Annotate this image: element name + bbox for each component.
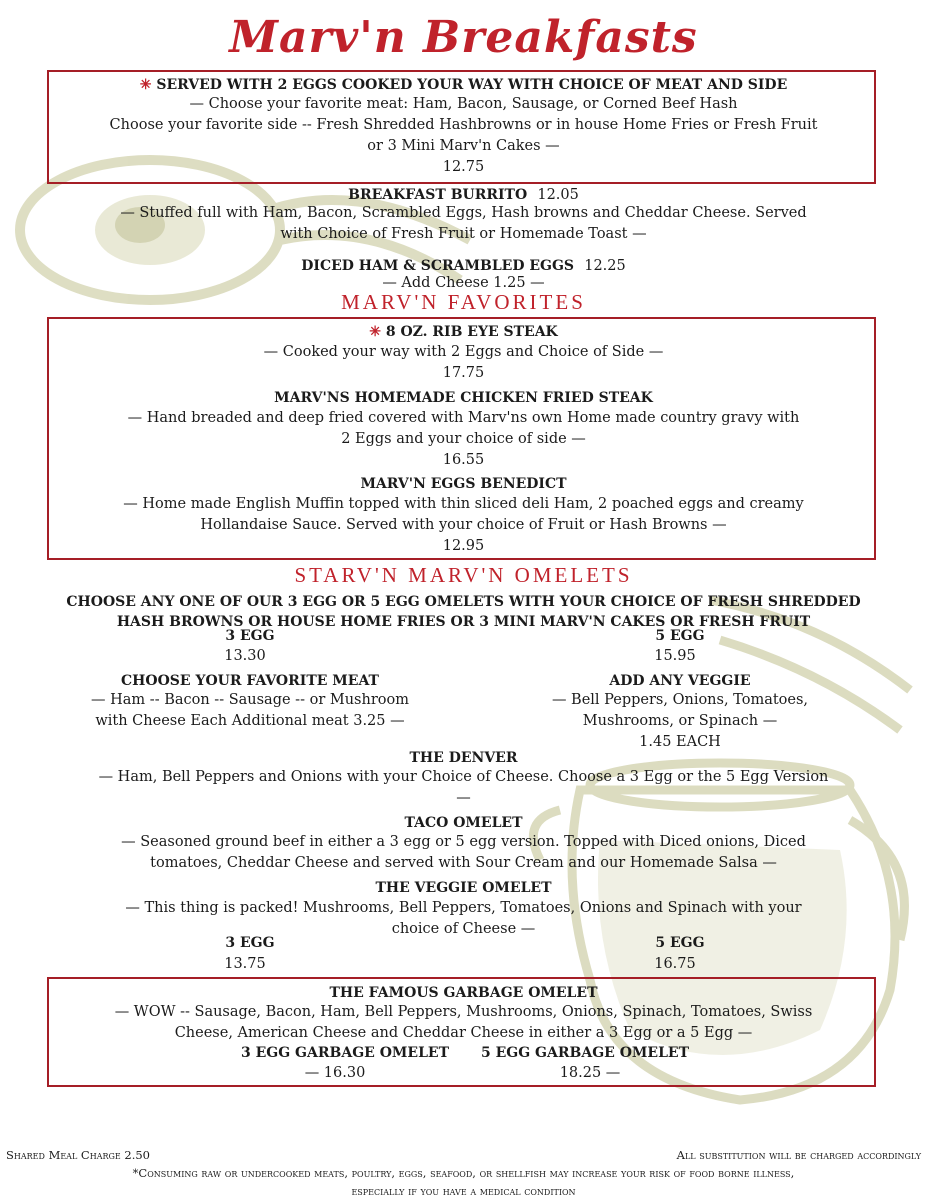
benedict-line-1: — Home made English Muffin topped with thin sliced deli Ham, 2 poached eggs and creamy: [123, 496, 804, 512]
cfs-line-1: — Hand breaded and deep fried covered with Marv'ns own Home made country gravy with: [127, 410, 800, 426]
combo-heading: SERVED WITH 2 EGGS COOKED YOUR WAY WITH CHOICE OF MEAT AND SIDE: [156, 77, 788, 93]
burrito-line-1: — Stuffed full with Ham, Bacon, Scrambled Eggs, Hash browns and Cheddar Cheese. Served: [120, 205, 807, 221]
diced-ham-heading-row: [0, 255, 927, 274]
ribeye-heading: 8 OZ. RIB EYE STEAK: [385, 324, 558, 340]
denver-line-2: —: [456, 790, 471, 806]
burrito-price: 12.05: [537, 187, 579, 203]
burrito-line-2: with Choice of Fresh Fruit or Homemade Toast —: [280, 226, 647, 242]
meat-line-2: with Cheese Each Additional meat 3.25 —: [95, 713, 405, 729]
egg5-label: 5 EGG: [655, 628, 705, 644]
garbage-heading: THE FAMOUS GARBAGE OMELET: [329, 985, 598, 1001]
star-icon: ✳: [139, 77, 152, 93]
taco-heading: TACO OMELET: [404, 815, 523, 831]
cfs-heading: MARV'NS HOMEMADE CHICKEN FRIED STEAK: [274, 390, 653, 406]
omelets-intro-1: CHOOSE ANY ONE OF OUR 3 EGG OR 5 EGG OMELETS WITH YOUR CHOICE OF FRESH SHREDDED: [66, 594, 861, 610]
combo-line-2: Choose your favorite side -- Fresh Shredded Hashbrowns or in house Home Fries or Fresh Fruit: [109, 117, 818, 133]
garbage-egg3-price: — 16.30: [304, 1065, 366, 1081]
ribeye-price: 17.75: [442, 365, 485, 381]
taco-line-2: tomatoes, Cheddar Cheese and served with Sour Cream and our Homemade Salsa —: [150, 855, 777, 871]
taco-line-1: — Seasoned ground beef in either a 3 egg or 5 egg version. Topped with Diced onions, Diced: [121, 834, 806, 850]
ribeye-heading-row: [0, 324, 927, 340]
garbage-line-2: Cheese, American Cheese and Cheddar Cheese in either a 3 Egg or a 5 Egg —: [174, 1025, 753, 1041]
combo-line-1: — Choose your favorite meat: Ham, Bacon, Sausage, or Corned Beef Hash: [189, 96, 738, 112]
combo-price: 12.75: [442, 159, 485, 175]
egg5-price: 15.95: [654, 648, 696, 664]
substitution-note: All substitution will be charged accordingly: [676, 1148, 921, 1162]
diced-ham-heading: DICED HAM & SCRAMBLED EGGS: [301, 258, 575, 274]
meat-line-1: — Ham -- Bacon -- Sausage -- or Mushroom: [91, 692, 409, 708]
veggie-egg5-price: 16.75: [654, 956, 696, 972]
garbage-egg5-label: 5 EGG GARBAGE OMELET: [480, 1045, 690, 1061]
page-title: Marv'n Breakfasts: [229, 12, 698, 63]
veggie-egg3-label: 3 EGG: [225, 935, 275, 951]
denver-heading: THE DENVER: [409, 750, 518, 766]
diced-ham-price: 12.25: [584, 258, 626, 274]
star-icon: ✳: [369, 324, 381, 340]
veggie-add-line-1: — Bell Peppers, Onions, Tomatoes,: [551, 692, 809, 708]
food-warning-line-2: especially if you have a medical condition: [351, 1184, 576, 1198]
veggie-egg5-label: 5 EGG: [655, 935, 705, 951]
combo-heading-row: [0, 77, 927, 93]
veggie-egg3-price: 13.75: [224, 956, 266, 972]
benedict-line-2: Hollandaise Sauce. Served with your choice of Fruit or Hash Browns —: [200, 517, 727, 533]
benedict-price: 12.95: [442, 538, 485, 554]
food-warning-line-1: *Consuming raw or undercooked meats, poultry, eggs, seafood, or shellfish may increase your risk of food borne illness,: [132, 1166, 795, 1180]
burrito-heading: BREAKFAST BURRITO: [348, 187, 528, 203]
veggie-add-line-3: 1.45 EACH: [639, 734, 721, 750]
diced-ham-line-1: — Add Cheese 1.25 —: [382, 275, 545, 291]
omelets-section-title: STARV'N MARV'N OMELETS: [294, 563, 633, 587]
combo-line-3: or 3 Mini Marv'n Cakes —: [367, 138, 560, 154]
meat-heading: CHOOSE YOUR FAVORITE MEAT: [121, 673, 379, 689]
veggie-omelet-heading: THE VEGGIE OMELET: [375, 880, 552, 896]
egg3-label: 3 EGG: [225, 628, 275, 644]
benedict-heading: MARV'N EGGS BENEDICT: [360, 476, 567, 492]
egg3-price: 13.30: [224, 648, 266, 664]
garbage-line-1: — WOW -- Sausage, Bacon, Ham, Bell Peppers, Mushrooms, Onions, Spinach, Tomatoes, Swiss: [114, 1004, 813, 1020]
cfs-price: 16.55: [442, 452, 485, 468]
denver-line-1: — Ham, Bell Peppers and Onions with your Choice of Cheese. Choose a 3 Egg or the 5 Egg Version: [98, 769, 829, 785]
favorites-section-title: MARV'N FAVORITES: [341, 290, 586, 314]
shared-meal-charge: Shared Meal Charge 2.50: [6, 1148, 150, 1162]
veggie-add-line-2: Mushrooms, or Spinach —: [582, 713, 778, 729]
veggie-omelet-line-1: — This thing is packed! Mushrooms, Bell Peppers, Tomatoes, Onions and Spinach with your: [125, 900, 802, 916]
burrito-heading-row: [0, 184, 927, 203]
ribeye-line-1: — Cooked your way with 2 Eggs and Choice of Side —: [263, 344, 664, 360]
veggie-omelet-line-2: choice of Cheese —: [391, 921, 536, 937]
garbage-egg3-label: 3 EGG GARBAGE OMELET: [240, 1045, 450, 1061]
veggie-add-heading: ADD ANY VEGGIE: [609, 673, 751, 689]
cfs-line-2: 2 Eggs and your choice of side —: [341, 431, 586, 447]
omelets-intro-2: HASH BROWNS OR HOUSE HOME FRIES OR 3 MINI MARV'N CAKES OR FRESH FRUIT: [116, 614, 811, 630]
garbage-egg5-price: 18.25 —: [559, 1065, 621, 1081]
